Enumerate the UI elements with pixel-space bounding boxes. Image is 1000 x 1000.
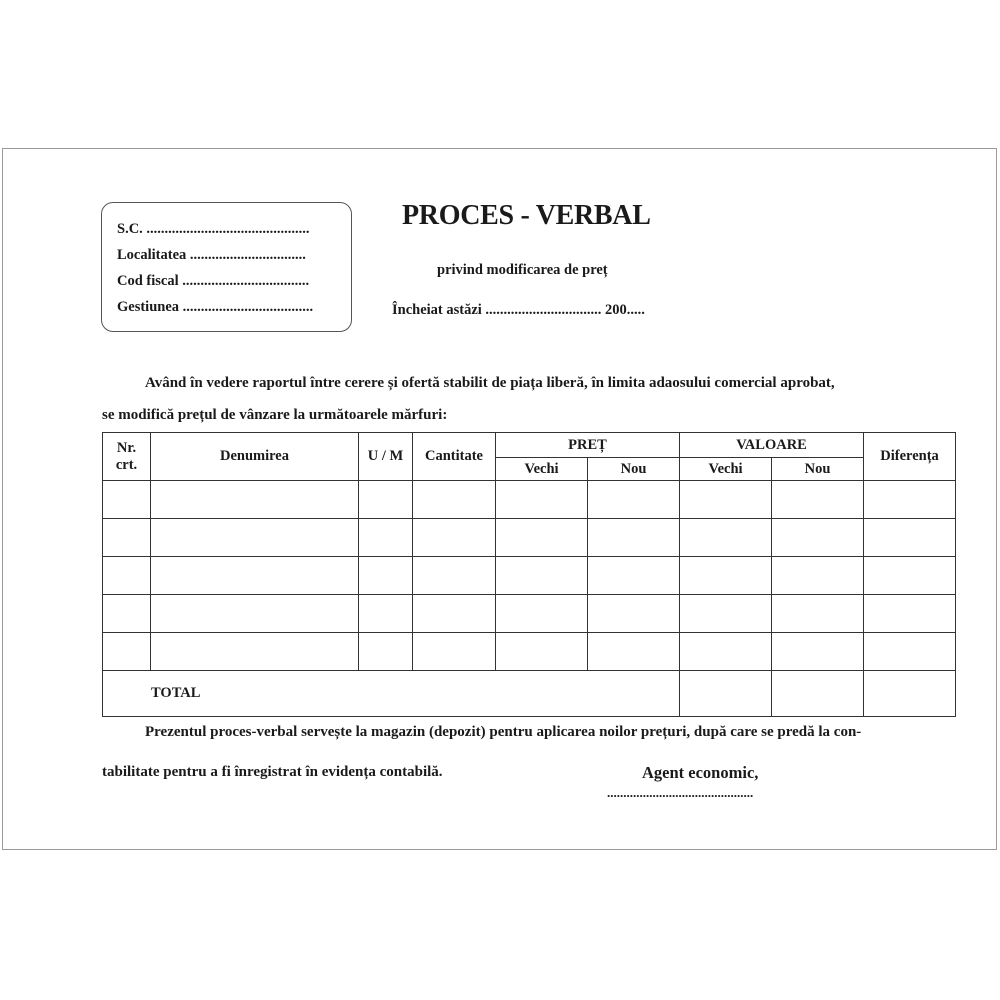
header-pret: PREȚ xyxy=(496,433,680,458)
table-cell[interactable] xyxy=(864,633,956,671)
table-cell[interactable] xyxy=(413,519,496,557)
header-cantitate: Cantitate xyxy=(413,433,496,481)
table-cell[interactable] xyxy=(359,481,413,519)
table-cell[interactable] xyxy=(103,633,151,671)
intro-line-1: Având în vedere raportul între cerere și ofertă stabilit de piața liberă, în limita adaosului comercial aprobat, xyxy=(145,375,835,391)
cod-fiscal-field[interactable]: Cod fiscal ................................... xyxy=(117,273,310,289)
table-cell[interactable] xyxy=(588,481,680,519)
header-pret-nou: Nou xyxy=(588,458,680,481)
table-cell[interactable] xyxy=(588,595,680,633)
company-info-box xyxy=(101,202,352,332)
table-row xyxy=(103,557,956,595)
table-row xyxy=(103,595,956,633)
table-cell[interactable] xyxy=(151,595,359,633)
table-row xyxy=(103,633,956,671)
header-valoare-nou: Nou xyxy=(772,458,864,481)
table-cell[interactable] xyxy=(680,481,772,519)
table-cell[interactable] xyxy=(359,557,413,595)
table-cell[interactable] xyxy=(496,557,588,595)
document-subtitle: privind modificarea de preț xyxy=(437,262,608,278)
table-row xyxy=(103,519,956,557)
total-valoare-nou[interactable] xyxy=(772,671,864,717)
table-cell[interactable] xyxy=(864,557,956,595)
header-pret-vechi: Vechi xyxy=(496,458,588,481)
table-cell[interactable] xyxy=(496,519,588,557)
table-cell[interactable] xyxy=(680,557,772,595)
document-title: PROCES - VERBAL xyxy=(402,200,651,231)
table-cell[interactable] xyxy=(864,595,956,633)
table-cell[interactable] xyxy=(413,595,496,633)
table-cell[interactable] xyxy=(103,595,151,633)
table-cell[interactable] xyxy=(772,633,864,671)
table-cell[interactable] xyxy=(864,481,956,519)
table-cell[interactable] xyxy=(413,481,496,519)
total-valoare-vechi[interactable] xyxy=(680,671,772,717)
header-denumirea: Denumirea xyxy=(151,433,359,481)
table-cell[interactable] xyxy=(151,633,359,671)
table-cell[interactable] xyxy=(103,481,151,519)
header-valoare-vechi: Vechi xyxy=(680,458,772,481)
table-cell[interactable] xyxy=(772,481,864,519)
table-cell[interactable] xyxy=(680,519,772,557)
header-um: U / M xyxy=(359,433,413,481)
table-cell[interactable] xyxy=(413,633,496,671)
table-cell[interactable] xyxy=(103,519,151,557)
table-cell[interactable] xyxy=(588,557,680,595)
gestiunea-field[interactable]: Gestiunea .................................... xyxy=(117,299,314,315)
header-nr-crt: Nr. crt. xyxy=(103,433,151,481)
footer-line-1: Prezentul proces-verbal servește la magazin (depozit) pentru aplicarea noilor prețuri, după care se predă la con- xyxy=(145,724,862,740)
table-cell[interactable] xyxy=(864,519,956,557)
table-cell[interactable] xyxy=(772,557,864,595)
table-cell[interactable] xyxy=(588,519,680,557)
table-cell[interactable] xyxy=(496,633,588,671)
table-cell[interactable] xyxy=(772,595,864,633)
table-cell[interactable] xyxy=(680,595,772,633)
table-cell[interactable] xyxy=(151,557,359,595)
header-valoare: VALOARE xyxy=(680,433,864,458)
table-cell[interactable] xyxy=(359,595,413,633)
table-cell[interactable] xyxy=(588,633,680,671)
signature-line[interactable]: ............................................. xyxy=(607,785,754,800)
intro-line-2: se modifică prețul de vânzare la următoarele mărfuri: xyxy=(102,407,448,423)
price-change-table xyxy=(102,432,956,717)
table-cell[interactable] xyxy=(496,595,588,633)
table-cell[interactable] xyxy=(359,633,413,671)
header-diferenta: Diferența xyxy=(864,433,956,481)
total-diferenta[interactable] xyxy=(864,671,956,717)
localitatea-field[interactable]: Localitatea ................................ xyxy=(117,247,306,263)
table-cell[interactable] xyxy=(413,557,496,595)
total-label: TOTAL xyxy=(103,671,680,717)
table-cell[interactable] xyxy=(772,519,864,557)
table-cell[interactable] xyxy=(151,481,359,519)
table-row xyxy=(103,481,956,519)
footer-line-2: tabilitate pentru a fi înregistrat în evidența contabilă. xyxy=(102,764,443,780)
table-cell[interactable] xyxy=(151,519,359,557)
date-field[interactable]: Încheiat astăzi ................................ 200..... xyxy=(392,302,645,318)
table-cell[interactable] xyxy=(680,633,772,671)
table-cell[interactable] xyxy=(103,557,151,595)
sc-field[interactable]: S.C. ............................................. xyxy=(117,221,310,237)
agent-economic-label: Agent economic, xyxy=(642,763,759,782)
table-cell[interactable] xyxy=(359,519,413,557)
table-cell[interactable] xyxy=(496,481,588,519)
